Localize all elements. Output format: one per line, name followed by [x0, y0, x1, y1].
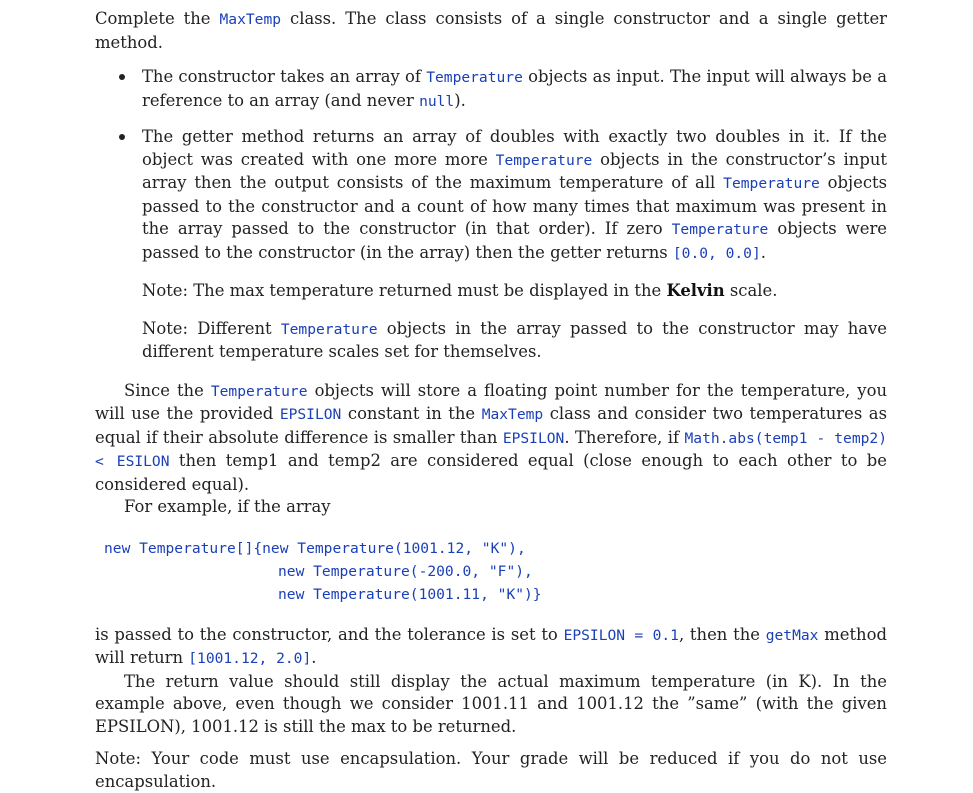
class-name-code: MaxTemp: [219, 11, 282, 28]
bullet-icon: [119, 134, 125, 140]
code: Temperature: [280, 320, 378, 338]
list-item-constructor: [95, 66, 887, 113]
text: The constructor takes an array of: [142, 67, 427, 86]
code: Temperature: [495, 151, 593, 169]
code-example: [104, 537, 887, 606]
code: Temperature: [723, 175, 820, 192]
text: class and consider two temperatures as equal if their absolute difference is smaller than: [95, 404, 887, 447]
getter-description: [142, 126, 887, 265]
text: then temp1 and temp2 are considered equal (close enough to each other to be considered equal).: [95, 451, 887, 494]
example-intro: For example, if the array: [124, 497, 331, 516]
code-line: new Temperature(1001.11, "K")}: [278, 585, 542, 603]
text: ).: [454, 90, 466, 110]
requirements-list: [95, 66, 887, 364]
text: objects will store a floating point number for the temperature, you will use the provided: [95, 380, 887, 423]
list-item-getter: [95, 126, 887, 364]
text: objects in the array passed to the constructor may have different temperature scales set for themselves.: [142, 318, 887, 361]
code-line: new Temperature[]{new Temperature(1001.12, "K"),: [104, 539, 526, 557]
text: The getter method returns an array of doubles with exactly two doubles in it. If the object was created with one more more: [142, 127, 887, 169]
bold-text: Kelvin: [666, 281, 725, 300]
intro-paragraph: [95, 8, 887, 54]
text: . Therefore, if: [564, 427, 685, 447]
kelvin-note: [142, 280, 887, 303]
intro-text: Complete the: [95, 9, 220, 28]
code: MaxTemp: [481, 406, 544, 423]
bullet-icon: [119, 74, 125, 80]
return-value-paragraph: The return value should still display the actual maximum temperature (in K). In the example above, even though we consider 1001.11 and 1001.12 the ”same” (with the given EPSILON), 1001.12 is still the max to be returned.: [95, 671, 887, 736]
intro-text: class. The class consists of a single constructor and a single getter method.: [95, 9, 888, 52]
code: Temperature: [671, 221, 769, 238]
constructor-description: [142, 66, 887, 113]
text: Note: Different: [142, 318, 281, 338]
text: Since the: [124, 380, 211, 400]
text: is passed to the constructor, and the tolerance is set to: [95, 624, 564, 644]
text: scale.: [724, 281, 778, 300]
code: EPSILON: [502, 429, 565, 447]
text: objects passed to the constructor and a count of how many times that maximum was present in the array passed to the constructor (in that order). If zero: [142, 173, 888, 238]
code: [1001.12, 2.0]: [188, 650, 312, 667]
code: EPSILON: [279, 406, 342, 423]
text: Note: The max temperature returned must be displayed in the: [142, 281, 667, 300]
code: [0.0, 0.0]: [672, 244, 761, 262]
code: EPSILON = 0.1: [563, 626, 679, 644]
text: method will return: [95, 624, 887, 667]
result-paragraph: [95, 624, 887, 671]
code-line: new Temperature(-200.0, "F"),: [278, 562, 533, 580]
scales-note: [142, 318, 887, 364]
text: objects in the constructor’s input array then the output consists of the maximum temperature of all: [142, 149, 887, 192]
epsilon-paragraph: [95, 380, 887, 497]
code: getMax: [765, 626, 819, 644]
text: objects as input. The input will always be a reference to an array (and never: [142, 67, 887, 110]
code: null: [419, 92, 455, 110]
text: .: [311, 648, 317, 667]
text: constant in the: [341, 404, 482, 423]
text: .: [760, 242, 766, 262]
assignment-document: [95, 8, 887, 793]
code: Temperature: [426, 69, 523, 86]
code: Math.abs(temp1 - temp2) < ESILON: [95, 429, 887, 470]
code: Temperature: [210, 382, 308, 400]
text: , then the: [678, 624, 766, 644]
text: objects were passed to the constructor (in the array) then the getter returns: [142, 219, 887, 262]
encapsulation-note: Note: Your code must use encapsulation. Your grade will be reduced if you do not use encapsulation.: [95, 749, 887, 791]
